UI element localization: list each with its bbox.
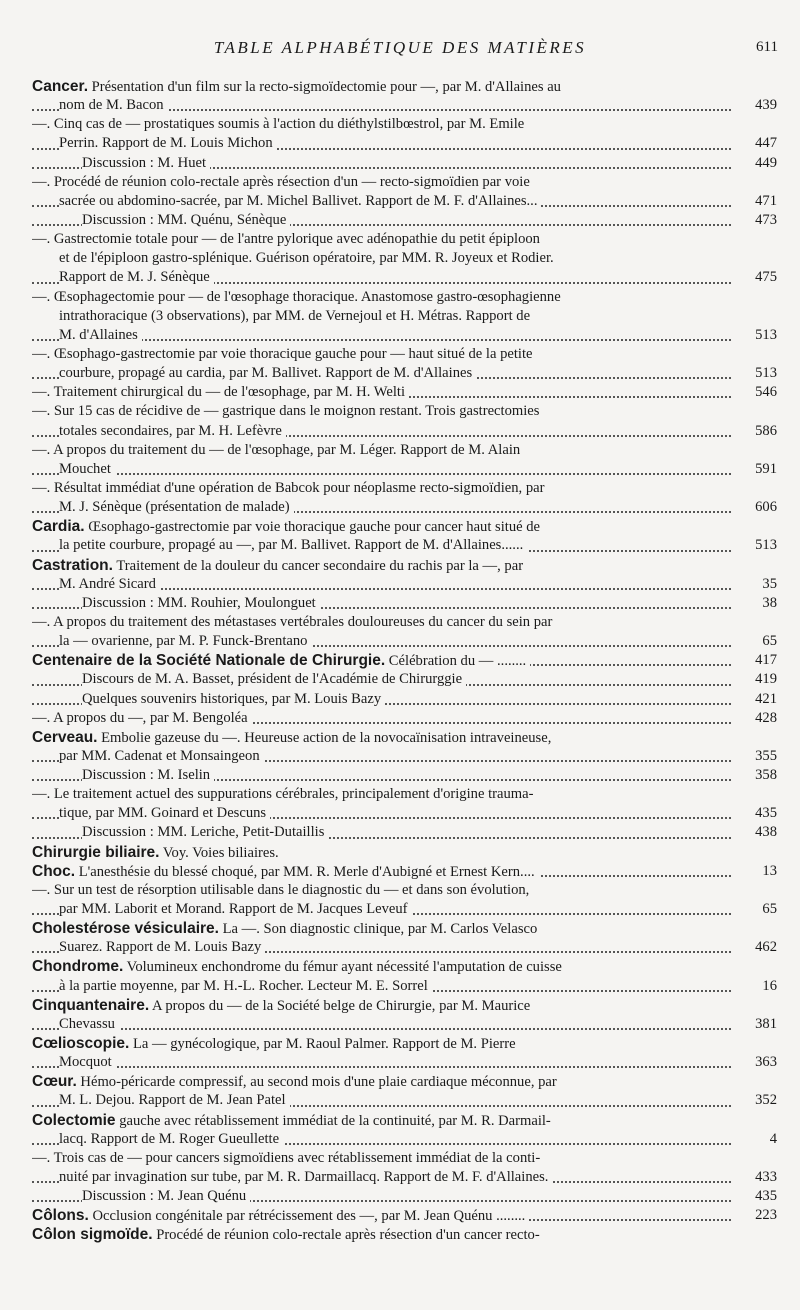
entry-page-number: 421 <box>751 690 777 709</box>
index-line <box>32 230 777 249</box>
entry-body: nuité par invagination sur tube, par M. R. Darmaillacq. Rapport de M. F. d'Allaines. <box>59 1169 549 1186</box>
entry-text <box>59 1092 290 1108</box>
entry-text <box>59 1016 119 1032</box>
index-line <box>32 249 777 268</box>
index-line <box>32 785 777 804</box>
entry-keyword: Choc. <box>32 862 76 880</box>
index-line <box>32 1206 777 1225</box>
entry-body: par MM. Cadenat et Monsaingeon <box>59 747 260 764</box>
entry-body: à la partie moyenne, par M. H.-L. Rocher. Lecteur M. E. Sorrel <box>59 977 428 994</box>
index-line <box>32 556 777 575</box>
entry-text <box>82 691 385 707</box>
entry-body: nom de M. Bacon <box>59 97 164 114</box>
entry-text <box>59 250 554 266</box>
entry-body: Volumineux enchondrome du fémur ayant nécessité l'amputation de cuisse <box>123 959 562 976</box>
index-line <box>32 345 777 364</box>
entry-page-number: 4 <box>766 1130 777 1149</box>
index-line <box>32 670 777 689</box>
index-line <box>32 364 777 383</box>
entry-page-number: 438 <box>751 823 777 842</box>
entry-body: L'anesthésie du blessé choqué, par MM. R. Merle d'Aubigné et Ernest Kern.... <box>75 863 535 880</box>
index-line <box>32 1015 777 1034</box>
entry-body: —. Traitement chirurgical du — de l'œsophage, par M. H. Welti <box>32 384 405 401</box>
entry-body: —. Procédé de réunion colo-rectale après résection d'un — recto-sigmoïdien par voie <box>32 173 530 190</box>
entry-keyword: Côlons. <box>32 1207 89 1225</box>
entry-page-number: 16 <box>758 977 777 996</box>
entry-page-number: 13 <box>758 862 777 881</box>
entry-body: la — ovarienne, par M. P. Funck-Brentano <box>59 633 308 650</box>
index-line <box>32 1053 777 1072</box>
entry-page-number: 513 <box>751 536 777 555</box>
entry-body: La —. Son diagnostic clinique, par M. Carlos Velasco <box>218 921 538 938</box>
entry-text <box>32 1074 557 1090</box>
index-line <box>32 173 777 192</box>
entry-text <box>32 79 561 95</box>
entry-text <box>32 384 409 400</box>
entry-body: —. Œsophago-gastrectomie par voie thoracique gauche pour — haut situé de la petite <box>32 345 533 362</box>
entry-text <box>59 1169 552 1185</box>
entry-body: Discours de M. A. Basset, président de l'Académie de Chirurggie <box>82 671 463 688</box>
index-line <box>32 843 777 862</box>
entry-text <box>32 959 562 975</box>
entry-body: —. Sur 15 cas de récidive de — gastrique dans le moignon restant. Trois gastrectomies <box>32 403 540 420</box>
entry-keyword: Colectomie <box>32 1111 116 1129</box>
entry-page-number: 475 <box>751 268 777 287</box>
index-line <box>32 192 777 211</box>
index-line <box>32 1072 777 1091</box>
entry-keyword: Chondrome. <box>32 958 124 976</box>
index-line <box>32 594 777 613</box>
entry-text <box>59 97 168 113</box>
entry-text <box>32 174 530 190</box>
entry-page-number: 435 <box>751 1187 777 1206</box>
entry-page-number: 355 <box>751 747 777 766</box>
entry-page-number: 462 <box>751 938 777 957</box>
index-line <box>32 536 777 555</box>
entry-body: Célébration du — ........ <box>385 653 527 670</box>
index-line <box>32 728 777 747</box>
entry-body: Présentation d'un film sur la recto-sigmoïdectomie pour —, par M. d'Allaines au <box>88 79 561 95</box>
entry-body: totales secondaires, par M. H. Lefèvre <box>59 422 282 439</box>
entry-text <box>32 730 551 746</box>
entry-page-number: 546 <box>751 383 777 402</box>
entry-page-number: 439 <box>751 96 777 115</box>
entry-text <box>32 864 539 880</box>
entry-body: Embolie gazeuse du —. Heureuse action de la novocaïnisation intraveineuse, <box>97 729 552 746</box>
index-line <box>32 1111 777 1130</box>
entry-text <box>32 614 552 630</box>
entry-page-number: 586 <box>751 422 777 441</box>
entry-body: Chevassu <box>59 1015 115 1032</box>
entry-body: Discussion : M. Jean Quénu <box>82 1188 247 1205</box>
entry-text <box>59 939 265 955</box>
entry-body: Suarez. Rapport de M. Louis Bazy <box>59 939 262 956</box>
index-line <box>32 96 777 115</box>
entry-keyword: Cholestérose vésiculaire. <box>32 920 219 938</box>
entry-body: —. Gastrectomie totale pour — de l'antre pylorique avec adénopathie du petit épiploon <box>32 231 540 248</box>
index-line <box>32 383 777 402</box>
entry-page-number: 473 <box>751 211 777 230</box>
index-line <box>32 919 777 938</box>
index-line <box>32 211 777 230</box>
entry-body: M. André Sicard <box>59 575 156 592</box>
index-line <box>32 498 777 517</box>
entry-page-number: 428 <box>751 709 777 728</box>
entry-keyword: Castration. <box>32 556 113 574</box>
entry-text <box>32 1150 540 1166</box>
entry-body: —. A propos du —, par M. Bengoléa <box>32 709 248 726</box>
entry-text <box>32 845 279 861</box>
entry-body: Voy. Voies biliaires. <box>159 844 279 861</box>
entry-page-number: 65 <box>758 900 777 919</box>
entry-body: M. d'Allaines <box>59 326 138 343</box>
entry-keyword: Centenaire de la Société Nationale de Chirurgie. <box>32 652 386 670</box>
entry-page-number: 419 <box>751 670 777 689</box>
entry-text <box>82 212 290 228</box>
index-line <box>32 1130 777 1149</box>
entry-page-number: 513 <box>751 364 777 383</box>
entry-body: Œsophago-gastrectomie par voie thoracique gauche pour cancer haut situé de <box>84 519 541 536</box>
entry-keyword: Chirurgie biliaire. <box>32 843 160 861</box>
entry-text <box>32 403 539 419</box>
index-line <box>32 268 777 287</box>
index-line <box>32 479 777 498</box>
entry-text <box>32 653 530 669</box>
entry-text <box>59 365 476 381</box>
entry-page-number: 433 <box>751 1168 777 1187</box>
entry-body: Rapport de M. J. Sénèque <box>59 269 210 286</box>
entry-text <box>82 595 320 611</box>
entry-text <box>32 1113 551 1129</box>
entry-body: —. A propos du traitement des métastases vertébrales douloureuses du cancer du sein par <box>32 613 553 630</box>
entry-text <box>32 558 523 574</box>
entry-text <box>59 901 412 917</box>
index-line <box>32 747 777 766</box>
index-line <box>32 804 777 823</box>
entry-text <box>32 519 540 535</box>
entry-body: —. Sur un test de résorption utilisable dans le diagnostic du — et dans son évolution, <box>32 881 530 898</box>
entry-page-number: 352 <box>751 1091 777 1110</box>
entry-body: —. A propos du traitement du — de l'œsophage, par M. Léger. Rapport de M. Alain <box>32 441 521 458</box>
index-line <box>32 766 777 785</box>
entry-body: Procédé de réunion colo-rectale après résection d'un cancer recto- <box>152 1227 540 1244</box>
entry-text <box>82 1188 250 1204</box>
entry-text <box>32 710 252 726</box>
entry-page-number: 65 <box>758 632 777 651</box>
index-line <box>32 957 777 976</box>
entry-text <box>82 155 210 171</box>
index-line <box>32 402 777 421</box>
entry-text <box>59 269 214 285</box>
index-line <box>32 307 777 326</box>
entry-text <box>32 998 530 1014</box>
entry-text <box>59 308 530 324</box>
entry-keyword: Côlon sigmoïde. <box>32 1226 153 1244</box>
entry-body: Perrin. Rapport de M. Louis Michon <box>59 135 273 152</box>
entry-body: Discussion : M. Iselin <box>82 767 211 784</box>
index-line <box>32 77 777 96</box>
entry-text <box>59 748 264 764</box>
entry-body: lacq. Rapport de M. Roger Gueullette <box>59 1130 280 1147</box>
entry-text <box>59 1131 283 1147</box>
entry-body: par MM. Laborit et Morand. Rapport de M. Jacques Leveuf <box>59 901 408 918</box>
page-title: TABLE ALPHABÉTIQUE DES MATIÈRES <box>213 38 587 57</box>
entry-page-number: 35 <box>758 575 777 594</box>
entry-body: —. Trois cas de — pour cancers sigmoïdiens avec rétablissement immédiat de la conti- <box>32 1149 541 1166</box>
entry-page-number: 513 <box>751 326 777 345</box>
index-entries <box>32 77 777 1245</box>
index-line <box>32 613 777 632</box>
entry-text <box>32 786 533 802</box>
index-line <box>32 1091 777 1110</box>
index-line <box>32 938 777 957</box>
index-line <box>32 1187 777 1206</box>
index-line <box>32 326 777 345</box>
entry-text <box>82 671 466 687</box>
index-line <box>32 690 777 709</box>
entry-body: Mocquot <box>59 1054 112 1071</box>
index-line <box>32 460 777 479</box>
entry-page-number: 358 <box>751 766 777 785</box>
entry-body: —. Le traitement actuel des suppurations cérébrales, principalement d'origine trauma- <box>32 786 534 803</box>
entry-text <box>59 537 527 553</box>
entry-page-number: 38 <box>758 594 777 613</box>
entry-page-number: 381 <box>751 1015 777 1034</box>
entry-body: —. Résultat immédiat d'une opération de Babcok pour néoplasme recto-sigmoïdien, par <box>32 479 545 496</box>
index-line <box>32 900 777 919</box>
entry-text <box>82 824 328 840</box>
entry-page-number: 223 <box>751 1206 777 1225</box>
index-line <box>32 996 777 1015</box>
entry-page-number: 417 <box>751 651 777 670</box>
index-line <box>32 575 777 594</box>
entry-text <box>59 327 142 343</box>
entry-text <box>32 1227 540 1243</box>
entry-text <box>32 921 537 937</box>
entry-body: courbure, propagé au cardia, par M. Ballivet. Rapport de M. d'Allaines <box>59 365 473 382</box>
entry-text <box>32 1208 529 1224</box>
entry-page-number: 363 <box>751 1053 777 1072</box>
entry-page-number: 591 <box>751 460 777 479</box>
entry-text <box>59 978 432 994</box>
index-line <box>32 1225 777 1244</box>
running-header <box>0 38 800 60</box>
entry-body: Discussion : M. Huet <box>82 154 207 171</box>
entry-body: la petite courbure, propagé au —, par M. Ballivet. Rapport de M. d'Allaines...... <box>59 537 524 554</box>
entry-body: intrathoracique (3 observations), par MM. de Vernejoul et H. Métras. Rapport de <box>59 307 531 324</box>
entry-body: Mouchet <box>59 460 111 477</box>
entry-text <box>32 116 524 132</box>
index-line <box>32 288 777 307</box>
entry-text <box>59 576 160 592</box>
entry-page-number: 471 <box>751 192 777 211</box>
entry-body: La — gynécologique, par M. Raoul Palmer. Rapport de M. Pierre <box>129 1036 516 1053</box>
entry-text <box>32 1036 516 1052</box>
entry-text <box>32 346 532 362</box>
entry-body: et de l'épiploon gastro-splénique. Guérison opératoire, par MM. R. Joyeux et Rodier. <box>59 250 554 267</box>
entry-keyword: Cerveau. <box>32 728 98 746</box>
index-line <box>32 709 777 728</box>
entry-body: Discussion : MM. Leriche, Petit-Dutaillis <box>82 824 325 841</box>
entry-text <box>59 135 277 151</box>
entry-text <box>59 193 541 209</box>
index-line <box>32 154 777 173</box>
index-line <box>32 881 777 900</box>
entry-body: Occlusion congénitale par rétrécissement des —, par M. Jean Quénu ........ <box>88 1208 526 1225</box>
index-line <box>32 1149 777 1168</box>
index-line <box>32 422 777 441</box>
dot-leader <box>32 1028 731 1030</box>
entry-body: gauche avec rétablissement immédiat de la continuité, par M. R. Darmail- <box>115 1112 551 1129</box>
entry-text <box>32 480 544 496</box>
entry-body: —. Cinq cas de — prostatiques soumis à l'action du diéthylstilbœstrol, par M. Emile <box>32 116 525 133</box>
entry-keyword: Cinquantenaire. <box>32 996 150 1014</box>
index-line <box>32 862 777 881</box>
entry-text <box>59 499 294 515</box>
entry-body: Hémo-péricarde compressif, au second mois d'une plaie cardiaque méconnue, par <box>76 1074 557 1091</box>
entry-text <box>59 1054 116 1070</box>
dot-leader <box>32 473 731 475</box>
dot-leader <box>32 1066 731 1068</box>
entry-page-number: 447 <box>751 134 777 153</box>
entry-body: Discussion : MM. Rouhier, Moulonguet <box>82 594 316 611</box>
index-line <box>32 651 777 670</box>
index-line <box>32 517 777 536</box>
entry-body: Traitement de la douleur du cancer secondaire du rachis par la —, par <box>112 557 524 574</box>
index-line <box>32 134 777 153</box>
entry-body: Discussion : MM. Quénu, Sénèque <box>82 211 287 228</box>
index-line <box>32 441 777 460</box>
index-line <box>32 115 777 134</box>
index-line <box>32 1168 777 1187</box>
entry-text <box>59 633 311 649</box>
entry-body: M. L. Dejou. Rapport de M. Jean Patel <box>59 1092 286 1109</box>
entry-body: sacrée ou abdomino-sacrée, par M. Michel Ballivet. Rapport de M. F. d'Allaines... <box>59 192 538 209</box>
entry-body: —. Œsophagectomie pour — de l'œsophage thoracique. Anastomose gastro-œsophagienne <box>32 288 561 305</box>
entry-page-number: 606 <box>751 498 777 517</box>
entry-keyword: Cœlioscopie. <box>32 1035 130 1053</box>
index-line <box>32 632 777 651</box>
entry-text <box>59 805 270 821</box>
entry-text <box>32 882 529 898</box>
entry-body: A propos du — de la Société belge de Chirurgie, par M. Maurice <box>149 997 531 1014</box>
entry-text <box>82 767 214 783</box>
entry-text <box>32 289 561 305</box>
index-line <box>32 1034 777 1053</box>
entry-text <box>59 423 286 439</box>
index-line <box>32 977 777 996</box>
entry-keyword: Cardia. <box>32 518 85 536</box>
entry-keyword: Cancer. <box>32 78 89 95</box>
index-line <box>32 823 777 842</box>
entry-body: tique, par MM. Goinard et Descuns <box>59 805 267 822</box>
entry-text <box>59 461 115 477</box>
entry-page-number: 449 <box>751 154 777 173</box>
page-number: 611 <box>756 39 778 55</box>
entry-text <box>32 442 520 458</box>
entry-text <box>32 231 540 247</box>
entry-body: M. J. Sénèque (présentation de malade) <box>59 499 290 516</box>
entry-page-number: 435 <box>751 804 777 823</box>
entry-keyword: Cœur. <box>32 1073 77 1091</box>
entry-body: Quelques souvenirs historiques, par M. Louis Bazy <box>82 690 382 707</box>
